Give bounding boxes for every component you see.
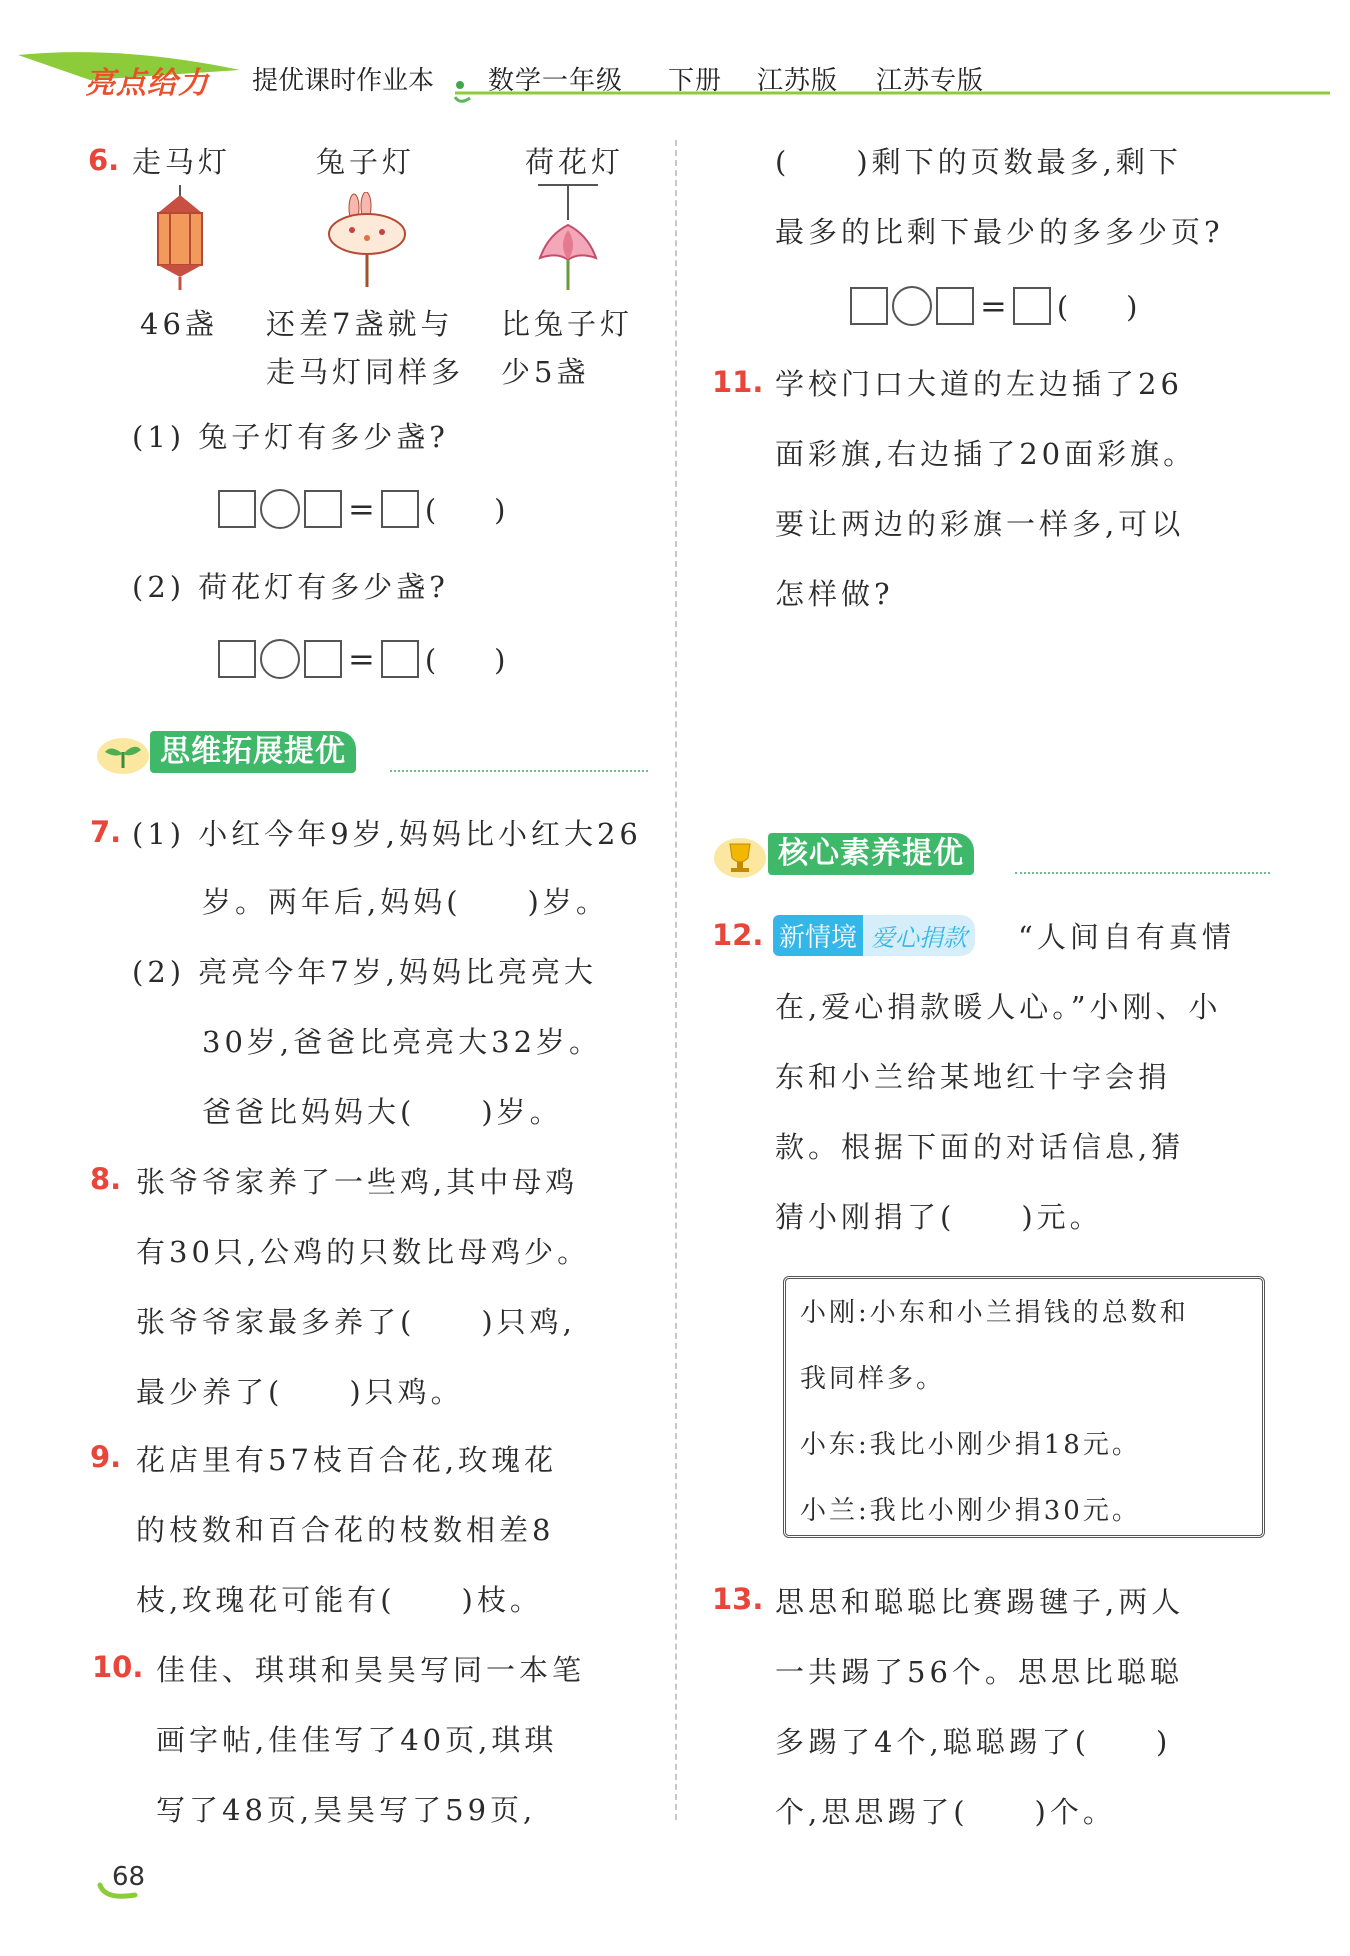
rabbit-lantern-icon: [322, 192, 412, 292]
q8-line2: 有30只,公鸡的只数比母鸡少。: [136, 1235, 591, 1269]
q10-equation[interactable]: [850, 285, 1137, 326]
new-scenario-tag: 新情境: [773, 915, 863, 956]
q12-line3: 东和小兰给某地红十字会捐: [775, 1060, 1172, 1094]
q8-number: 8.: [90, 1162, 122, 1196]
q11-line3: 要让两边的彩旗一样多,可以: [775, 507, 1185, 541]
q12-line1: “人间自有真情: [1018, 920, 1235, 954]
q13-number: 13.: [712, 1582, 764, 1616]
section-banner-thinking: [150, 730, 356, 774]
trophy-icon: [712, 832, 768, 880]
q12-line2: 在,爱心捐款暖人心。”小刚、小: [775, 990, 1222, 1024]
q13-line2: 一共踢了56个。思思比聪聪: [775, 1655, 1183, 1689]
answer-box[interactable]: [850, 287, 888, 325]
q12-dialog-line4: 小兰:我比小刚少捐30元。: [800, 1496, 1141, 1526]
equals-sign: =: [348, 639, 375, 678]
q6-sub2-equation[interactable]: [218, 638, 505, 679]
q12-line5: 猜小刚捐了( )元。: [775, 1200, 1103, 1234]
section-banner-core: [768, 832, 974, 876]
q9-number: 9.: [90, 1440, 122, 1474]
q8-line4: 最少养了( )只鸡。: [136, 1375, 464, 1409]
answer-box[interactable]: [381, 640, 419, 678]
section-title-core: 核心素养提优: [768, 833, 974, 875]
page-number: 68: [112, 1862, 146, 1892]
header-subject: 数学一年级: [488, 66, 624, 96]
answer-box[interactable]: [936, 287, 974, 325]
q6-lantern-name-2: 兔子灯: [316, 145, 416, 179]
q7-line3: (2) 亮亮今年7岁,妈妈比亮亮大: [132, 955, 597, 989]
q12-scenario-tag: [773, 915, 975, 956]
answer-box[interactable]: [381, 490, 419, 528]
operator-circle[interactable]: [260, 639, 300, 679]
q6-number: 6.: [88, 143, 120, 177]
answer-box[interactable]: [1013, 287, 1051, 325]
q6-lantern-name-3: 荷花灯: [525, 145, 625, 179]
brand-logo-text: 亮点给力: [85, 66, 209, 101]
q7-number: 7.: [90, 815, 122, 849]
column-divider: [675, 140, 677, 1820]
unit-blank[interactable]: ( ): [424, 493, 506, 527]
section-divider: [390, 770, 648, 772]
section-title-thinking: 思维拓展提优: [150, 731, 356, 773]
q6-sub1-equation[interactable]: [218, 488, 505, 529]
q10-number: 10.: [92, 1650, 144, 1684]
q12-dialog-line1: 小刚:小东和小兰捐钱的总数和: [800, 1298, 1189, 1328]
q7-line4: 30岁,爸爸比亮亮大32岁。: [202, 1025, 603, 1059]
answer-box[interactable]: [304, 640, 342, 678]
q9-line3: 枝,玫瑰花可能有( )枝。: [136, 1583, 543, 1617]
equals-sign: =: [348, 489, 375, 528]
q9-line1: 花店里有57枝百合花,玫瑰花: [136, 1443, 558, 1477]
q12-line4: 款。根据下面的对话信息,猜: [775, 1130, 1185, 1164]
answer-box[interactable]: [218, 640, 256, 678]
answer-box[interactable]: [218, 490, 256, 528]
sprout-icon: [95, 732, 151, 776]
q13-line1: 思思和聪聪比赛踢毽子,两人: [775, 1585, 1185, 1619]
q10-line2: 画字帖,佳佳写了40页,琪琪: [156, 1723, 558, 1757]
q6-lantern3-desc-line1: 比兔子灯: [501, 307, 634, 341]
book-subtitle: 提优课时作业本: [252, 66, 435, 96]
q11-number: 11.: [712, 365, 764, 399]
q9-line2: 的枝数和百合花的枝数相差8: [136, 1513, 555, 1547]
section-divider: [1015, 872, 1270, 874]
unit-blank[interactable]: ( ): [424, 643, 506, 677]
q12-dialog-line3: 小东:我比小刚少捐18元。: [800, 1430, 1141, 1460]
header-volume: 下册: [668, 66, 723, 96]
q7-line2: 岁。两年后,妈妈( )岁。: [202, 885, 609, 919]
q10-line5: 最多的比剩下最少的多多少页?: [775, 215, 1224, 249]
q7-line1: (1) 小红今年9岁,妈妈比小红大26: [132, 817, 642, 851]
q12-number: 12.: [712, 918, 764, 952]
horse-lantern-icon: [150, 185, 210, 295]
q8-line1: 张爷爷家养了一些鸡,其中母鸡: [136, 1165, 579, 1199]
scenario-topic-tag: 爱心捐款: [863, 915, 975, 956]
q10-line3: 写了48页,昊昊写了59页,: [156, 1793, 537, 1827]
q6-lantern1-desc: 46盏: [140, 307, 218, 341]
q8-line3: 张爷爷家最多养了( )只鸡,: [136, 1305, 576, 1339]
q10-line1: 佳佳、琪琪和昊昊写同一本笔: [156, 1653, 586, 1687]
q10-line4: ( )剩下的页数最多,剩下: [775, 145, 1182, 179]
q13-line3: 多踢了4个,聪聪踢了( ): [775, 1725, 1172, 1759]
q6-lantern2-desc-line2: 走马灯同样多: [266, 355, 465, 389]
header-special: 江苏专版: [876, 66, 985, 96]
equals-sign: =: [980, 286, 1007, 325]
q6-lantern3-desc-line2: 少5盏: [501, 355, 590, 389]
q6-lantern2-desc-line1: 还差7盏就与: [266, 307, 454, 341]
q6-lantern-name-1: 走马灯: [132, 145, 232, 179]
header-edition: 江苏版: [757, 66, 839, 96]
q6-sub1: (1) 兔子灯有多少盏?: [132, 420, 449, 454]
q11-line2: 面彩旗,右边插了20面彩旗。: [775, 437, 1197, 471]
operator-circle[interactable]: [892, 286, 932, 326]
q6-sub2: (2) 荷花灯有多少盏?: [132, 570, 449, 604]
q11-line1: 学校门口大道的左边插了26: [775, 367, 1183, 401]
q7-line5: 爸爸比妈妈大( )岁。: [202, 1095, 563, 1129]
q13-line4: 个,思思踢了( )个。: [775, 1795, 1116, 1829]
answer-box[interactable]: [304, 490, 342, 528]
q11-line4: 怎样做?: [775, 577, 894, 611]
lotus-lantern-icon: [528, 180, 608, 295]
operator-circle[interactable]: [260, 489, 300, 529]
q12-dialog-line2: 我同样多。: [800, 1364, 946, 1394]
unit-blank[interactable]: ( ): [1056, 290, 1138, 324]
